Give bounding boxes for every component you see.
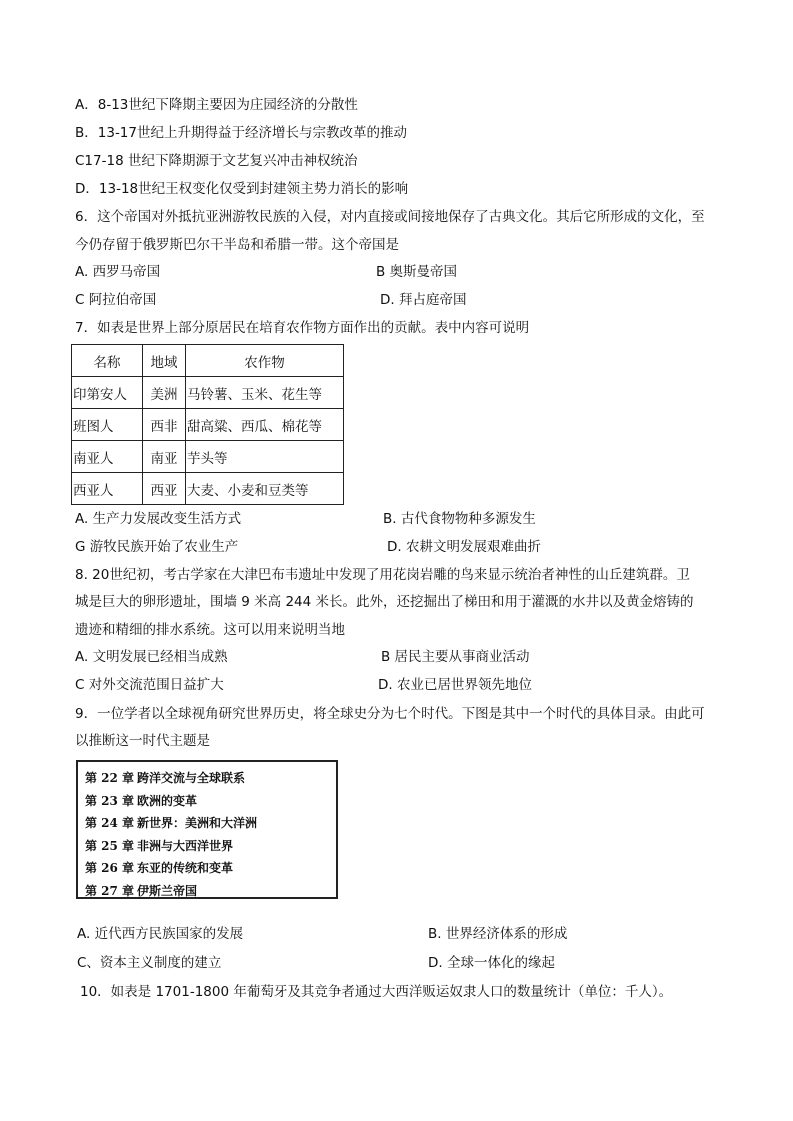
toc-chapter-title: 非洲与大西洋世界: [137, 838, 234, 853]
toc-chapter-title: 跨洋交流与全球联系: [137, 771, 246, 785]
q9-option-c: C、资本主义制度的建立: [77, 955, 222, 971]
q5-option-c: C17-18 世纪下降期源于文艺复兴冲击神权统治: [75, 153, 358, 169]
q6-stem-line-2: 今仍存留于俄罗斯巴尔干半岛和希腊一带。这个帝国是: [75, 237, 399, 253]
q7-option-c: G 游牧民族开始了农业生产: [75, 539, 239, 555]
toc-chapter-number: 第 27 章: [85, 883, 135, 898]
q6-option-c: C 阿拉伯帝国: [75, 292, 157, 308]
q8-stem-line-1: 8. 20世纪初，考古学家在大津巴布韦遗址中发现了用花岗岩雕的鸟来显示统治者神性的山丘建筑群。卫: [75, 567, 690, 583]
toc-chapter-title: 新世界：美洲和大洋洲: [137, 816, 258, 831]
toc-chapter-number: 第 24 章: [85, 816, 135, 831]
cell-crops: 马铃薯、玉米、花生等: [186, 377, 344, 409]
toc-chapter-title: 欧洲的变革: [137, 793, 198, 808]
q9-option-a: A. 近代西方民族国家的发展: [77, 926, 244, 942]
q8-stem-line-3: 遗迹和精细的排水系统。这可以用来说明当地: [75, 622, 345, 638]
cell-name: 印第安人: [72, 377, 143, 409]
toc-chapter-number: 第 25 章: [85, 838, 135, 853]
q6-option-a: A. 西罗马帝国: [75, 264, 161, 280]
toc-item: [85, 835, 336, 858]
table-row: [72, 473, 344, 505]
q8-option-c: C 对外交流范围日益扩大: [75, 677, 224, 693]
table-of-contents-image: [76, 760, 338, 899]
q8-option-b: B 居民主要从事商业活动: [381, 649, 530, 665]
q7-option-d: D. 农耕文明发展艰难曲折: [387, 539, 541, 555]
cell-name: 南亚人: [72, 441, 143, 473]
q9-option-d: D. 全球一体化的缘起: [428, 955, 555, 971]
toc-chapter-number: 第 22 章: [85, 771, 135, 785]
table-row: [72, 409, 344, 441]
q9-stem-line-1: 9．一位学者以全球视角研究世界历史，将全球史分为七个时代。下图是其中一个时代的具体目录。由此可: [75, 706, 705, 722]
q5-option-a: A．8-13世纪下降期主要因为庄园经济的分散性: [75, 97, 358, 113]
q6-option-d: D. 拜占庭帝国: [380, 292, 467, 308]
q7-option-a: A. 生产力发展改变生活方式: [75, 511, 242, 527]
table-header-row: [72, 345, 344, 377]
toc-item: [85, 857, 336, 880]
cell-crops: 芋头等: [186, 441, 344, 473]
q7-stem: 7．如表是世界上部分原居民在培育农作物方面作出的贡献。表中内容可说明: [75, 320, 530, 336]
q8-option-a: A. 文明发展已经相当成熟: [75, 649, 228, 665]
table-row: [72, 377, 344, 409]
header-name: 名称: [72, 345, 143, 377]
cell-region: 美洲: [143, 377, 186, 409]
q9-stem-line-2: 以推断这一时代主题是: [75, 733, 210, 749]
toc-item: [85, 767, 336, 790]
toc-item: [85, 880, 336, 903]
cell-region: 西非: [143, 409, 186, 441]
toc-chapter-title: 东亚的传统和变革: [137, 861, 234, 876]
header-crops: 农作物: [186, 345, 344, 377]
crop-table: [71, 344, 344, 505]
table-row: [72, 441, 344, 473]
q6-option-b: B 奥斯曼帝国: [376, 264, 458, 280]
q8-option-d: D. 农业已居世界领先地位: [378, 677, 532, 693]
toc-chapter-title: 伊斯兰帝国: [137, 883, 198, 898]
q8-stem-line-2: 城是巨大的卵形遗址，围墙 9 米高 244 米长。此外，还挖掘出了梯田和用于灌溉的水井以及黄金熔铸的: [75, 594, 694, 610]
q6-stem-line-1: 6．这个帝国对外抵抗亚洲游牧民族的入侵，对内直接或间接地保存了古典文化。其后它所形成的文化，至: [75, 209, 705, 225]
cell-region: 南亚: [143, 441, 186, 473]
toc-chapter-number: 第 23 章: [85, 793, 135, 808]
q5-option-d: D．13-18世纪王权变化仅受到封建领主势力消长的影响: [75, 181, 409, 197]
cell-name: 班图人: [72, 409, 143, 441]
cell-crops: 甜高粱、西瓜、棉花等: [186, 409, 344, 441]
cell-region: 西亚: [143, 473, 186, 505]
header-region: 地域: [143, 345, 186, 377]
cell-crops: 大麦、小麦和豆类等: [186, 473, 344, 505]
q7-option-b: B. 古代食物物种多源发生: [383, 511, 536, 527]
toc-chapter-number: 第 26 章: [85, 861, 135, 876]
q10-stem: 10．如表是 1701-1800 年葡萄牙及其竞争者通过大西洋贩运奴隶人口的数量统计（单位：千人）。: [80, 984, 673, 1000]
toc-item: [85, 812, 336, 835]
q9-option-b: B. 世界经济体系的形成: [428, 926, 568, 942]
toc-item: [85, 790, 336, 813]
q5-option-b: B．13-17世纪上升期得益于经济增长与宗教改革的推动: [75, 125, 407, 141]
cell-name: 西亚人: [72, 473, 143, 505]
